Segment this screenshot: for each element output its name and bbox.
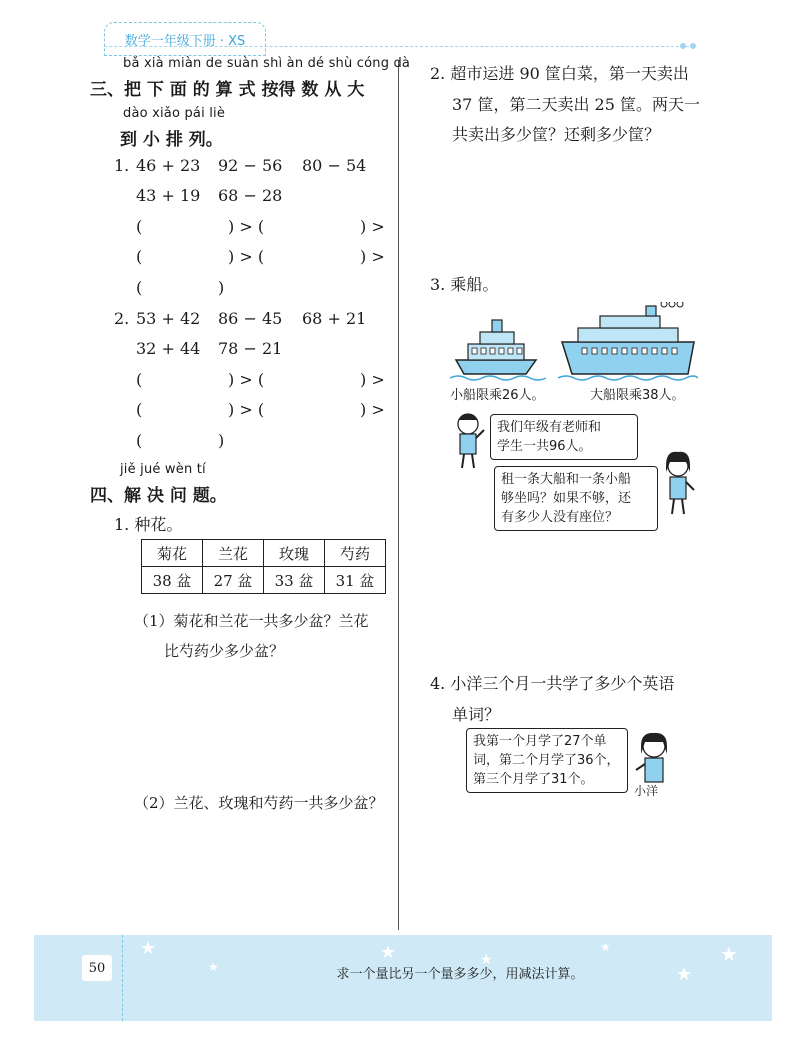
boy-icon xyxy=(458,414,484,468)
answer-blank-compare: ) > ( xyxy=(228,247,265,266)
expression: 68 − 28 xyxy=(218,186,283,205)
table-cell: 27 盆 xyxy=(203,567,264,594)
section3-pinyin-2: dào xiǎo pái liè xyxy=(123,106,226,121)
answer-blank-end: ) > xyxy=(360,370,385,389)
expression: 80 − 54 xyxy=(302,156,367,175)
table-header: 兰花 xyxy=(203,540,264,567)
star-icon: ★ xyxy=(208,960,219,974)
small-boat-icon xyxy=(450,320,546,380)
star-icon: ★ xyxy=(480,952,493,968)
table-header: 芍药 xyxy=(325,540,386,567)
bubble-line: 学生一共96人。 xyxy=(497,439,592,454)
table-cell: 38 盆 xyxy=(142,567,203,594)
bubble-line: 我们年级有老师和 xyxy=(497,420,602,435)
answer-blank-compare: ) > ( xyxy=(228,370,265,389)
problem-1-sub1-line2: 比芍药少多少盆？ xyxy=(164,642,285,660)
answer-blank-end: ) > xyxy=(360,400,385,419)
table-cell: 31 盆 xyxy=(325,567,386,594)
expression: 78 − 21 xyxy=(218,339,283,358)
section3-pinyin-1: bǎ xià miàn de suàn shì àn dé shù cóng dà xyxy=(123,56,411,71)
expression: 53 + 42 xyxy=(136,309,201,328)
expression: 43 + 19 xyxy=(136,186,201,205)
table-header: 菊花 xyxy=(142,540,203,567)
girl-icon xyxy=(666,452,694,514)
q2-number: 2. xyxy=(114,309,130,328)
column-divider xyxy=(398,60,399,930)
answer-blank-last: ) xyxy=(218,278,225,297)
problem-3-label: 3. 乘船。 xyxy=(430,275,499,294)
bubble-line: 有多少人没有座位？ xyxy=(501,510,619,525)
header-dot-2 xyxy=(690,43,696,49)
star-icon: ★ xyxy=(600,940,611,954)
answer-blank-open: ( xyxy=(136,400,143,419)
section4-pinyin: jiě jué wèn tí xyxy=(120,462,206,477)
answer-blank-end: ) > xyxy=(360,247,385,266)
answer-blank-open: ( xyxy=(136,370,143,389)
expression: 32 + 44 xyxy=(136,339,201,358)
answer-blank-open: ( xyxy=(136,431,143,450)
expression: 86 − 45 xyxy=(218,309,283,328)
expression: 46 + 23 xyxy=(136,156,201,175)
expression: 92 − 56 xyxy=(218,156,283,175)
star-icon: ★ xyxy=(676,964,693,985)
bubble-line: 够坐吗？如果不够，还 xyxy=(501,491,632,506)
problem-2-line2: 37 筐，第二天卖出 25 筐。两天一 xyxy=(452,95,700,114)
header-divider xyxy=(104,46,689,47)
answer-blank-open: ( xyxy=(136,247,143,266)
big-boat-caption: 大船限乘38人。 xyxy=(590,388,685,403)
header-tab: 数学一年级下册 · XS xyxy=(104,22,266,56)
small-boat-caption: 小船限乘26人。 xyxy=(450,388,545,403)
footer-tip: 求一个量比另一个量多多少，用减法计算。 xyxy=(336,967,584,982)
problem-2-line1: 2. 超市运进 90 筐白菜，第一天卖出 xyxy=(430,64,689,83)
table-header: 玫瑰 xyxy=(264,540,325,567)
star-icon: ★ xyxy=(720,942,738,966)
page-number: 50 xyxy=(82,955,112,981)
star-icon: ★ xyxy=(140,938,157,959)
section4-title: 四、解 决 问 题。 xyxy=(90,486,227,506)
section3-title-2: 到 小 排 列。 xyxy=(120,130,223,150)
table-cell: 33 盆 xyxy=(264,567,325,594)
big-boat-icon xyxy=(558,302,698,380)
flower-table xyxy=(141,539,386,594)
answer-blank-open: ( xyxy=(136,278,143,297)
q1-number: 1. xyxy=(114,156,130,175)
bubble-line: 我第一个月学了27个单 xyxy=(473,734,607,749)
answer-blank-end: ) > xyxy=(360,217,385,236)
section3-title-1: 三、把 下 面 的 算 式 按得 数 从 大 xyxy=(90,80,365,100)
problem-1-label: 1. 种花。 xyxy=(114,515,183,534)
bubble-line: 第三个月学了31个。 xyxy=(473,772,594,787)
problem-1-sub2: （2）兰花、玫瑰和芍药一共多少盆？ xyxy=(134,794,384,812)
speech-bubble-girl xyxy=(494,466,658,531)
answer-blank-open: ( xyxy=(136,217,143,236)
problem-4-line1: 4. 小洋三个月一共学了多少个英语 xyxy=(430,674,675,693)
expression: 68 + 21 xyxy=(302,309,367,328)
problem-4-line2: 单词？ xyxy=(452,705,501,724)
bubble-line: 租一条大船和一条小船 xyxy=(501,472,632,487)
footer-dash xyxy=(122,935,123,1021)
answer-blank-compare: ) > ( xyxy=(228,400,265,419)
answer-blank-compare: ) > ( xyxy=(228,217,265,236)
xiaoyang-name: 小洋 xyxy=(634,784,659,798)
problem-1-sub1-line1: （1）菊花和兰花一共多少盆？兰花 xyxy=(134,612,369,630)
speech-bubble-boy xyxy=(490,414,638,460)
problem-2-line3: 共卖出多少筐？还剩多少筐？ xyxy=(452,125,661,144)
ship-scene xyxy=(450,302,698,530)
star-icon: ★ xyxy=(380,942,397,963)
speech-bubble-xiaoyang xyxy=(466,728,628,793)
bubble-line: 词，第二个月学了36个， xyxy=(473,753,620,768)
header-dot-1 xyxy=(680,43,686,49)
answer-blank-last: ) xyxy=(218,431,225,450)
